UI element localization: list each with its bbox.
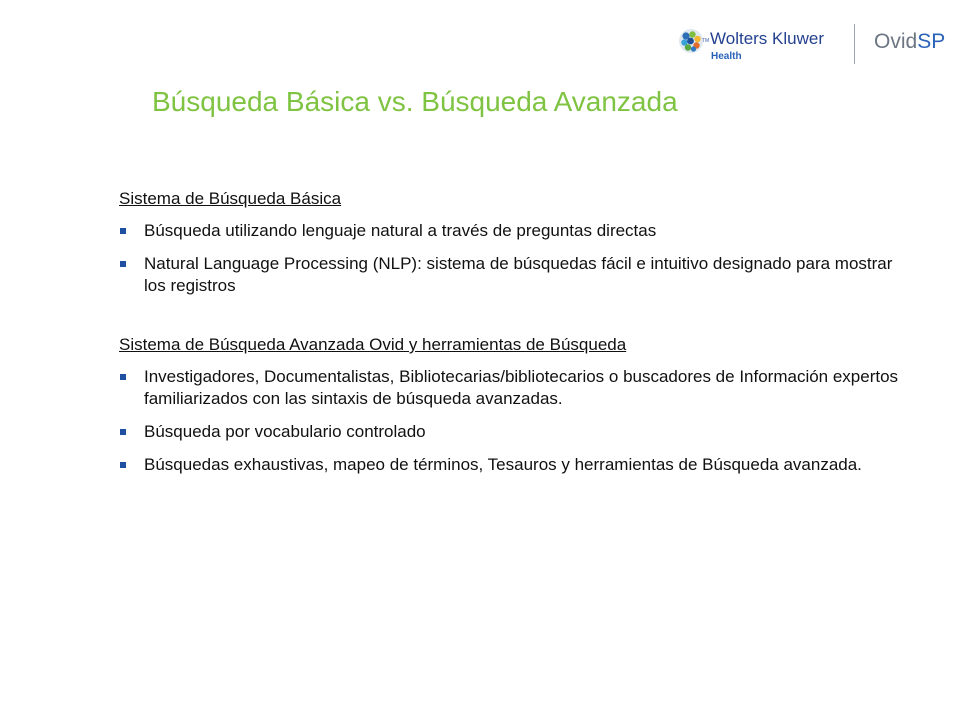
section-heading: Sistema de Búsqueda Avanzada Ovid y herramientas de Búsqueda [119, 335, 627, 354]
list-item-text: Búsqueda por vocabulario controlado [144, 422, 426, 441]
list-item-text: Investigadores, Documentalistas, Bibliotecarias/bibliotecarios o buscadores de Información expertos familiarizados con las sintaxis de búsqueda avanzadas. [144, 367, 899, 408]
product-name-part2: SP [917, 30, 946, 53]
list-item [119, 421, 899, 443]
slide-content [119, 188, 899, 487]
list-item [119, 253, 899, 297]
list-item-text: Búsqueda utilizando lenguaje natural a través de preguntas directas [144, 221, 657, 240]
section-spacer [119, 308, 899, 334]
list-item-text: Búsquedas exhaustivas, mapeo de términos, Tesauros y herramientas de Búsqueda avanzada. [144, 455, 862, 474]
list-item [119, 454, 899, 476]
brand-subtitle: Health [711, 51, 742, 62]
trademark-mark: TM [702, 38, 710, 44]
bullet-list [119, 220, 899, 297]
list-item [119, 366, 899, 410]
list-item-text: Natural Language Processing (NLP): sistema de búsquedas fácil e intuitivo designado para mostrar los registros [144, 254, 893, 295]
section-heading: Sistema de Búsqueda Básica [119, 189, 342, 208]
logo-divider [854, 24, 855, 64]
list-item [119, 220, 899, 242]
page-title: Búsqueda Básica vs. Búsqueda Avanzada [152, 86, 678, 117]
square-bullet-icon [120, 462, 126, 468]
wolters-kluwer-globe-icon [678, 28, 704, 54]
product-name-part1: Ovid [874, 30, 918, 53]
square-bullet-icon [120, 374, 126, 380]
section-advanced-search [119, 334, 899, 476]
square-bullet-icon [120, 429, 126, 435]
header-logo [678, 20, 948, 68]
square-bullet-icon [120, 261, 126, 267]
square-bullet-icon [120, 228, 126, 234]
product-logo [874, 30, 945, 54]
brand-name: Wolters Kluwer [710, 29, 824, 48]
bullet-list [119, 366, 899, 476]
section-basic-search [119, 188, 899, 297]
